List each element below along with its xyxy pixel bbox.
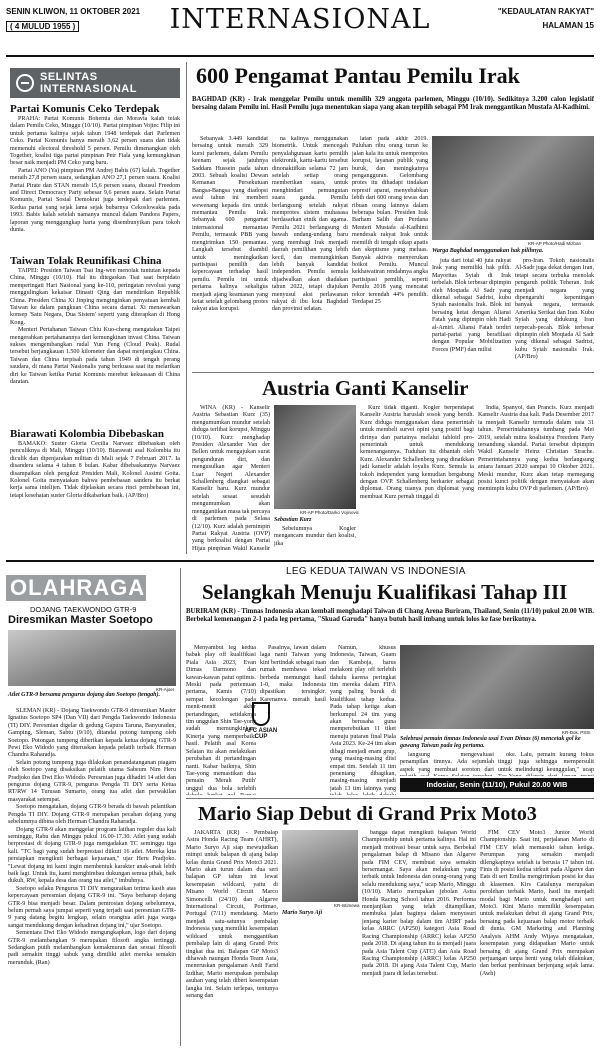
austria-paragraph: Kurz tidak diganti. Kogler berpendapat Kanselir Austria haruslah sosok yang bersih. Kurz diduga menggunakan dana pemerintah untuk membeli survei opini yang positif bagi dirinya dan partainya melalui tabloid pro-pemerintah untuk mendukung kemenangannya. Tuduhan itu dibantah oleh Kurz. Alexander Schallenberg yang dinaikkan jadi kanselir adalah loyalis Kurz. Semula ia tokoh independen yang kemudian bergabung dengan OVP. Schallenberg berkarier sebagai diplomat. Orang tuanya pun diplomat yang membuat Kurz pernah tinggal di [360, 405, 474, 500]
broadcast-schedule: Indosiar, Senin (11/10), Pukul 20.00 WIB [400, 778, 594, 792]
dojang-headline: Diresmikan Master Soetopo [8, 614, 153, 626]
dojang-paragraph: Selain potong tumpeng juga dilakukan penandatanganan piagam oleh Soetopo yang disaksikan pelatih utama Sabeum Nim Heru Pradjoko dan Dwi Eko Widodo. Peresmian juga dihadiri 14 atlet dan pengurus dojang GTR-9, pengurus Pengda TI DIY serta Ketua RT/RW 14 Turusan Sumarto, orang tua atlet dan perwakilan masyarakat setempat. [8, 759, 176, 803]
brief-paragraph: Menteri Pertahanan Taiwan Chiu Kuo-cheng mengatakan Taipei mengerahkan pertahanannya dari kemungkinan invasi China. Taiwan sukses mengembangkan rudal Yun Feng (Cloud Peak). Rudal tersebut berjangkauan 1.500 kilometer dan dapat menjangkau China. Taiwan dan China terpisah pada tahun 1949 di tengah perang saudara, di mana Partai Nasionalis yang berkuasa saat itu melarikan diri ke Taiwan ketika Partai Komunis merebut kekuasaan di China daratan. [10, 327, 180, 386]
irak-paragraph: latan pada akhir 2019. Puluhan ribu orang turun ke jalan kala itu untuk memprotes korupsi, layanan publik yang buruk, dan meningkatnya pengangguran. Gelombang protes itu dihadapi tindakan represif aparat, menyebabkan lebih dari 600 orang tewas dan ribuan orang lainnya dalam beberapa bulan. Presiden Irak Barham Salih dan Perdana Menteri Mustafa al-Kadhimi mendesak rakyat Irak untuk memilih di tengah sikap apatis dan skeptisme yang meluas. Banyak aktivis menyerukan boikot Pemilu. Muncul kekhawatiran rendahnya angka partisipasi pemilih, seperti Pemilu 2018 yang mencatat rekor terendah 44% pemilih. Terdapat 25 [352, 136, 428, 305]
dojang-body [8, 708, 176, 1046]
asian-cup-logo [244, 702, 278, 752]
dojang-paragraph: Soetopo selaku Pengurus TI DIY menguraikan terima kasih atas kepercayaan peresmian dojang GTR-9 ini. "Saya berharap dojang GTR-9 bisa menjadi besar. Dalam pemrosian dojang sebelumnya, belum pernah saya jumpai seperti yang terjadi saat peresmian GTR-9 yang datang begitu lengkap, selain orangtua atlet juga warga sangat mendukung dengan kehadiran dojang ini," ujar Soetopo. [8, 885, 176, 929]
dojang-paragraph: Soetopo mengatakan, dojang GTR-9 berada di bawah pelantikan Pengda TI DIY. Dojang GTR-9 merupakan pecahan dojang yang sebelumnya dibina oleh Herman Chandra Raharadja. [8, 804, 176, 826]
irak-photo [432, 136, 594, 240]
irak-lead: BAGHDAD (KR) - Irak menggelar Pemilu untuk memilih 329 anggota parlemen, Minggu (10/10). Sedikitnya 3.200 calon legislatif bersaing dalam Pemilu ini. Hasil Pemilu juga menentukan siapa yang akan terpilih sebagai PM Irak menggantikan Mustafa Al-Kadhimi. [192, 96, 594, 112]
austria-column [478, 405, 594, 553]
page-number: HALAMAN 15 [542, 21, 594, 30]
austria-paragraph: India, Spanyol, dan Prancis. Kurz menjadi Kanselir Austria dua kali. Pada Desember 2017 ia menjadi Kanselir termuda dalam usia 31 tahun. Pemerintahannya tumbang pada Mei 2019, setelah mitra koalisinya Freedom Party tersandung skandal. Partai tersebut dipimpin Wakil Kanselir Heinz Christian Strache. Pemerintahannya yang kedua berlangsung antara Januari 2020 sampai 10 Oktober 2021. Meski mundur, Kurz akan tetap memegang posisi kunci politik dengan menyatakan akan memimpin kubu OVP di parlemen. (AP/Bro) [478, 405, 594, 493]
dojang-paragraph: SLEMAN (KR) - Dojang Taekwondo GTR-9 diresmikan Master Ignatius Soetopo SP4 (Dan VII) dari Pengda Taekwondo Indonesia (TI) DIY. Peresmian digelar di gedung Gapura Taruna, Banyuraden, Gamping, Sleman, Sabtu (9/10), ditandai potong tumpeng oleh Soetopo. Potongan tumpeng diberikan kepada ketua dojang GTR-9 Pewi Eko Widodo yang diteruskan kepada pelatih terbaik Herman Chandra Raharadja. [8, 708, 176, 759]
irak-column [192, 136, 268, 346]
mario-photo [282, 830, 358, 902]
photo-credit: KR-Istimewa [334, 903, 360, 908]
irak-column [432, 258, 511, 368]
moto3-paragraph: FIM CEV Moto3 Junior World Championship. Saat ini, perjalanan Mario di FIM CEV telah memasuki tahun ketiga. Perumpan yang semakin menjadi dilengkapinya setelah ia berusia 17 tahun ini. Finis di posisi kedua sirkuit pada Algarve dan Eats di seri Emilia mengirimkan posisi ke dua di klasemen. Kirs Catalunya merupakan perolehan terbaik Mario, hasil itu menjadi modal bagi Mario untuk menghadapi seri Moto3. Kini Mario memiliki kesempatan untuk melakukan debut di ajang Grand Prix, bersaing pada kejuaraan balap motor terbaik di dunia. GM Marketing and Planning Analysis AHM Andy Wijaya mengatakan, kesempatan yang didapatkan Mario untuk bersaing di ajang Grand Prix merupakan perjuangan tanpa henti yang telah dilakukan, dan berkat pembinaan berjenjang sejak lama. (Awh) [480, 830, 594, 977]
brief-headline: Biarawati Kolombia Dibebaskan [10, 428, 165, 440]
moto3-column-cont [282, 920, 358, 1046]
austria-column [274, 526, 356, 552]
brief-headline: Partai Komunis Ceko Terdepak [10, 103, 160, 115]
kurz-photo [274, 405, 356, 509]
dojang-photo [8, 630, 176, 686]
match-paragraph: Namun, khusus Indonesia, Taiwan, Guam dan Kamboja, harus melakoni play off terlebih dahulu karena peringkat tim mereka dalam FIFA yang paling buruk di kualifikasi tahap kedua. Pada tahap ketiga akan berkumpul 24 tim yang akan berusaha guna memperebutkan 11 tiket menuju putaran final Piala Asia 2023. Ke-24 tim akan dibagi menjadi enam grup, yang masing-masing diisi empat tim. Setelah 11 tim penentang dibagikan, masing-masing menjadi jatah 13 tim lainnya yang [330, 645, 396, 792]
photo-credit: KR-AP Photo/Darko Vojinovic [300, 510, 359, 515]
brief-paragraph: Partai ANO (Ya) pimpinan PM Andrej Babis (67) kalah. Together meraih 27,8 persen suara, sedangkan ANO 27,1 persen suara. Koalisi Partai Pirate dan STAN meraih 15,6 persen suara, disusul Freedom and Direct Democracy Party sebesar 9,6 persen suara. Selain Partai Komunis, Partai Sosial Demokrat juga terdepak dari parlemen. Kedua partai yang sejak lama sejak bubarnya Cekoslowakia pada 1993. Babis kalah setelah namanya muncul dalam Pandora Papers, laporan yang menggungkap harta yang disembunyikan para tokoh dunia. [10, 167, 180, 234]
dojang-paragraph: Sementara Dwi Eko Widodo mengungkapkan, logo dari dojang GTR-9 melambangkan 9 merupakan filosofi angka tertinggi. Sedangkan putih melambangkan kemakmuran dan sesuai filosofi padi semakin tinggi sabuk yang dimiliki atlet mereka semakin merunduk. (Ran) [8, 930, 176, 966]
dojang-paragraph: Dojang GTR-9 akan menggelar program latihan reguler dua kali seminggu, Rabu dan Minggu pukul 16.00-17.30. Atlet yang sudah berprestasi di dojang GTR-9 juga mengadakan TC seminggu tiga kali. "TC bagi yang sudah berprestasi diikuti 16 atlet. Mereka kita persiapkan mengikuti berbagai kejuaraan," ujar Heru Pradjoko. "Lewat dojang ini kami ingin membentuk karakter anak-anak lebih baik lagi. Untuk itu, kami menghimbau dukungan semua pihak, baik dukuh, RW, kepala desa dan orang tua atlet," imbuhnya. [8, 826, 176, 885]
section-rule [6, 560, 594, 562]
brief-body [10, 268, 180, 423]
brief-paragraph: PRAHA: Partai Komunis Bohemia dan Moravia kalah telak dalam Pemilu Ceko, Minggu (10/10). Partai pimpinan Vojtec Filip ini untuk pertama kalinya sejak tahun 1948 terdepak dari Parlemen Ceko. Partai Komunis hanya meraih 3,62 persen suara dan tidak memenuhi electoral threshold 5 persen. Pemilu dimenangkan oleh Together, koalisi tiga partai pimpinan Petr Fiala yang kemungkinan besar naik menjadi PM Ceko yang baru. [10, 116, 180, 167]
moto3-column [186, 830, 278, 1046]
masthead [6, 4, 594, 54]
newspaper-name: "KEDAULATAN RAKYAT" [497, 7, 594, 16]
match-column [498, 752, 594, 776]
match-paragraph: Menyambut leg kedua babak play off kualifikasi Piala Asia 2023, Evan Dimas Darmono dan kawan-kawan patut optimis. Meski pada pertemuan pertama, Kamis (7/10) sempat kecolongan pada menit-menit akhir pertandingan, setidaknya tim unggulan Shin Tae-yong sudah memungkinkan. Kinerja yang memperbaiki hasil. Pelatih asal Korea Selatan itu akan melakukan perubahan di pertandingan nanti. Kabar baiknya, Shin Tae-yong memastikan dua pemain 'Merah Putih' unggul dua bola terlebih [186, 645, 256, 792]
irak-column [515, 258, 594, 368]
match-lead: BURIRAM (KR) - Timnas Indonesia akan kembali menghadapi Taiwan di Chang Arena Buriram, Thailand, Senin (11/10) pukul 20.00 WIB. Berbekal kemenangan 2-1 pada leg pertama, "Skuad Garuda" hanya butuh hasil imbang untuk lolos ke fase berikutnya. [186, 608, 594, 624]
photo-credit: KR-Ajoer [156, 687, 175, 692]
photo-caption: Sebastian Kurz [274, 517, 312, 523]
match-column [330, 645, 396, 795]
brief-body [10, 441, 180, 551]
selintas-banner [10, 68, 180, 98]
column-divider [180, 568, 181, 1046]
trophy-icon [252, 702, 270, 726]
selintas-label: SELINTAS INTERNASIONAL [40, 71, 137, 95]
irak-paragraph: na kalinya menggunakan biometrik. Untuk mencegah penyalahgunaan kartu pemilih elektronik, kartu-kartu tersebut dinonaktifkan selama 72 jam setelah setiap orang memberikan suara, untuk menghindari pemungutan suara ganda. Pemilu berlangsung setelah rakyat memprotes sistem muhasasa berdasarkan etnik dan agama. Pemilu 2021 berlangsung di bawah undang-undang baru yang membagi Irak menjadi daerah pemilihan yang lebih kecil, dan memungkinkan lebih banyak kandidat independen. Pemilu semula dijadwalkan akan diadakan tahun 2022, tetapi diajukan menyusul aksi perlawanan rakyat di ibu kota Baghdad dan provinsi selatan. [272, 136, 348, 313]
globe-icon [16, 74, 34, 92]
match-column [260, 645, 326, 701]
photo-credit: KR-Dok. PSSI [562, 730, 591, 735]
moto3-paragraph: bangga dapat mengikuti balapan World Championship untuk pertama kalinya. Hal ini menjadi motivasi besar untuk saya. Berbekal pengalaman balap di Misano dan Algarve pada FIM CEV, membuat saya semakin bersemangat. Saya akan melakukan yang terbaik untuk Indonesia dan orang-orang yang selalu mendukung saya," ucap Mario, Minggu (10/10). Mario merupakan jebolan Astra Honda Racing School tahun 2016. Performa menjanjikan yang telah ditampilkan, membuka jalan baginya dalam menyusuri jenjang karier balap dalam tim AHRT pada kelas ARRC (AP250) kategori Asia Road Racing Championship (ARRC) kelas AP250 pada 2018. Di ajang tahun itu ia menjadi juara pada Asia Talent Cup (ATC) dan Asia Road Racing Championship (ARRC) kelas AP250 pada 2018. Di ajang Asia Talent Cup, Mario menjadi juara di kelas tersebut. [362, 830, 476, 977]
photo-caption: Warga Baghdad menggunakan hak pilihnya. [432, 248, 544, 254]
story-divider [192, 372, 594, 373]
irak-headline: 600 Pengamat Pantau Pemilu Irak [196, 63, 520, 88]
story-divider [186, 798, 594, 799]
olahraga-banner: OLAHRAGA [6, 575, 146, 601]
photo-caption: Atlet GTR-9 bersama pengurus dojang dan Soetopo (tengah). [8, 692, 161, 698]
austria-paragraph: Sebelumnya Kogler mengancam mundur dari koalisi, jika [274, 526, 356, 547]
match-headline: Selangkah Menuju Kualifikasi Tahap III [202, 580, 568, 604]
photo-credit: KR-AP Photo/Hadi Mizban [528, 241, 581, 246]
irak-column [272, 136, 348, 346]
irak-column [352, 136, 428, 346]
issue-date: SENIN KLIWON, 11 OKTOBER 2021 [6, 7, 141, 16]
match-photo [400, 645, 594, 729]
brief-paragraph: BAMAKO: Suster Gloria Cecilia Narvaez dibebaskan oleh penculiknya di Mali, Minggu (10/10). Biarawati asal Kolombia itu diculik dan dipenjarakan militan di Mali sejak 7 Februari 2017. Ia disandera selama 4 tahun 8 bulan. Kabar dibebaskannya Narvaez disampaikan oleh pengikut Presiden Mali, Kolonel Assimi Goita. Kolonel Goita menyatakan bahwa pembebasan sandera itu berkat kerja sama intelijen. Tidak dijelaskan secara rinci pembebasan ini, tetapi kesehatan suster Gloria dikabarkan baik. (AP/Bro) [10, 441, 180, 499]
dojang-kicker: DOJANG TAEKWONDO GTR-9 [30, 605, 137, 614]
moto3-paragraph: JAKARTA (KR) - Pembalap Astra Honda Racing Team (AHRT), Mario Suryo Aji siap mewujudkan mimpi untuk balapan di ajang balap kelas dunia Grand Prix Moto3 2021. Mario akan turun dalam dua seri balapan GP tahun ini lewat kesempatan wildcard, yaitu di Misano World Circuit Marco Simoncelli (24/10) dan Algarve International Circuit, Portimao, Portugal (7/11) mendatang. Mario menjadi satu-satunya pembalap Indonesia yang memiliki kesempatan wildcard untuk menggantikan pembalap lain di ajang Grand Prix tingkat dua ini. Balapan GP Moto3 dihawah naungan Honda Team Asia, meneruskan pengalaman Andi Farid Izdihar, Mario merupakan pembalap asuhan yang telah diberi kesempatan langka ini. Selain terlepas, tentunya senang dan [186, 830, 278, 999]
moto3-column [362, 830, 476, 1046]
brief-body [10, 116, 180, 250]
austria-column [360, 405, 474, 553]
masthead-rule [6, 55, 594, 57]
irak-paragraph: juta dari total 40 juta rakyat Irak yang memiliki hak pilih. Mayoritas Syiah di Irak terbelah. Blok terbesar dipimpin oleh Moqtada Al Sadr yang dikenal sebagai Sadrist, kubu Syiah nasionalis Irak. Blok ini bersaing ketat dengan Aliansi Fatah yang dipimpin oleh Hadi al-Amiri. Aliansi Fatah terdiri partai-partai yang berafiliasi dengan Popular Mobilization Forces (PMF) dan milisi [432, 258, 511, 353]
match-column-cont [282, 702, 326, 796]
match-paragraph: oke. Lalu, pemain kurang fokus tinggi juga sehingga mempersulit untuk melindungi keunggulan," ucap [498, 752, 594, 773]
austria-headline: Austria Ganti Kanselir [262, 376, 469, 400]
asian-cup-label: AFC ASIAN CUP [244, 728, 278, 740]
brief-paragraph: TAIPEI: Presiden Taiwan Tsai Ing-wen menolak tuntutan kepada China, Minggu (10/10). Hal itu ditegaskan Tsai saat berpidato memperingati Hari Nasional yang ke-110, peringatan revolusi yang menggulingkan kekaisar Dinasti Qing dan mendirikan Republik China. Presiden China Xi Jinping menginginkan penyatuan kembali Taiwan ke dalam pangkuan China secara damai. Xi menawarkan konsep 'Satu Negara, Dua Sistem' seperti yang diterapkan di Hong Kong. [10, 268, 180, 326]
match-column [400, 752, 494, 776]
match-paragraph: langsung mengevaluasi penampilan timnya. Ada sejumlah aspek yang membuat soroton dari [400, 752, 494, 773]
photo-caption: Selebrasi pemain timnas Indonesia usai Evan Dimas (6) mencetak gol ke gawang Taiwan pada leg pertama. [400, 736, 581, 749]
irak-paragraph: pro-Iran. Tokoh nasionalis Al-Sadr juga dekat dengan Iran, tetapi secara terbuka menolak pengaruh politik Teheran. Irak menjadi negara yang dipengaruhi kepentingan banyak negara, termasuk Amerika Serikat dan Iran. Kubu Syiah yang didukung Iran terpecah-pecah. Blok terbesar dipimpin oleh Moqtada Al Sadr yang dikenal sebagai Sadrist, kubu Syiah nasionalis Irak. (AP/Bro) [515, 258, 594, 361]
austria-column [192, 405, 270, 553]
section-title: INTERNASIONAL [169, 4, 431, 35]
irak-paragraph: Sebanyak 3.449 kandidat bersaing untuk meraih 329 kursi parlemen, dalam Pemilu keenam sejak jatuhnya Saddam Hussein pada tahun 2003. Sebuah koalisi Dewan Kemanan Persekutuan Bangsa-Bangsa yang diadopsi awal tahun ini memberi wewenang kepada tim untuk memantau Pemilu Irak. Sebanyak 600 pengamat internasional memantau Pemilu, termasuk PBB yang mengirimkan 150 pemantau. Langkah tersebut diambil untuk meningkatkan partisipasi pemilih dan kepercayaan terhadap hasil pemilu. Pemilu ini untuk pertama kalinya sekaligus menjadi ajang keamanan yang ketat setelah gelombang protes rakyat atas korupsi. [192, 136, 268, 313]
brief-headline: Taiwan Tolak Reunifikasi China [10, 255, 162, 267]
match-kicker: LEG KEDUA TAIWAN VS INDONESIA [286, 566, 466, 577]
moto3-column [480, 830, 594, 1046]
match-paragraph: Pasalnya, lawan dalam laga nanti Taiwan yang kini bertindak sebagai tuan rumah membawa tekad berbeda memungut hasil 1-0, maka Indonesia dipastikan tersingkir. Karenanya, meraih hasil [260, 645, 326, 701]
javanese-date: ( 4 MULUD 1955 ) [6, 21, 79, 32]
moto3-headline: Mario Siap Debut di Grand Prix Moto3 [198, 803, 537, 825]
photo-caption: Mario Suryo Aji [282, 910, 323, 916]
austria-paragraph: WINA (KR) - Kanselir Austria Sebastian Kurz (35) mengumumkan mundur setelah diduga terlibat korupsi, Minggu (10/10). Kurz menghadap Presiden Alexander Van der Bellen untuk mengajukan surat pengunduran diri, dan mengusulkan agar Menteri Luar Negeri Alexander Schallenberg diangkat sebagai Kanselir baru. Kurz mundur setelah sesaat sesudah mengumumkan akan menggantikan masa tak percaya di parlemen pada Selasa (12/10). Kurz adalah pemimpin Partai Rakyat Austria (OVP) yang berkoalisi dengan Partai Hijau pimpinan Wakil Kanselir [192, 405, 270, 552]
column-divider [186, 62, 187, 554]
